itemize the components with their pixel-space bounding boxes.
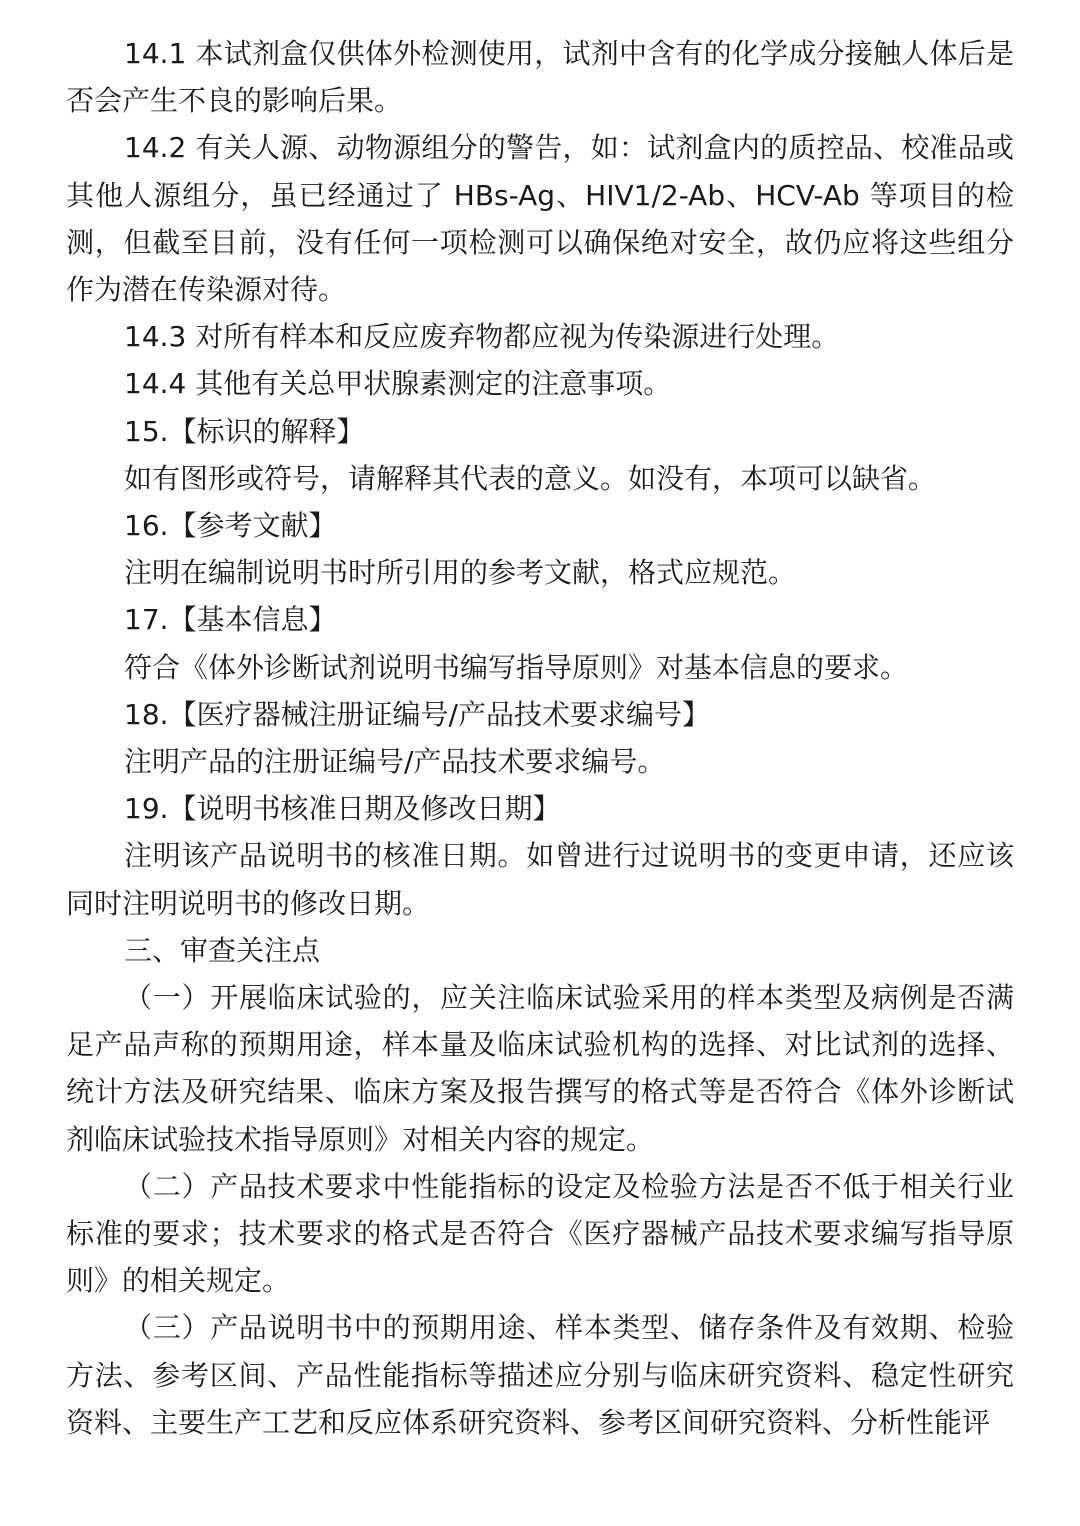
heading-19: 19.【说明书核准日期及修改日期】 xyxy=(124,792,561,826)
heading-15: 15.【标识的解释】 xyxy=(124,414,365,448)
paragraph-15-body: 如有图形或符号，请解释其代表的意义。如没有，本项可以缺省。 xyxy=(124,461,937,495)
paragraph-16-body: 注明在编制说明书时所引用的参考文献，格式应规范。 xyxy=(124,556,797,590)
paragraph-14-4: 14.4 其他有关总甲状腺素测定的注意事项。 xyxy=(124,367,672,401)
paragraph-14-1: 14.1 本试剂盒仅供体外检测使用，试剂中含有的化学成分接触人体后是否会产生不良的影响后果。 xyxy=(66,37,1014,118)
paragraph-review-1: （一）开展临床试验的，应关注临床试验采用的样本类型及病例是否满足产品声称的预期用途，样本量及临床试验机构的选择、对比试剂的选择、统计方法及研究结果、临床方案及报告撰写的格式等是否符合《体外诊断试剂临床试验技术指导原则》对相关内容的规定。 xyxy=(66,981,1014,1156)
heading-16: 16.【参考文献】 xyxy=(124,509,337,543)
heading-18: 18.【医疗器械注册证编号/产品技术要求编号】 xyxy=(124,697,710,731)
document-page xyxy=(66,30,1014,1446)
heading-17: 17.【基本信息】 xyxy=(124,603,337,637)
paragraph-18-body: 注明产品的注册证编号/产品技术要求编号。 xyxy=(124,745,666,779)
paragraph-19-body: 注明该产品说明书的核准日期。如曾进行过说明书的变更申请，还应该同时注明说明书的修改日期。 xyxy=(66,839,1014,920)
paragraph-review-3: （三）产品说明书中的预期用途、样本类型、储存条件及有效期、检验方法、参考区间、产品性能指标等描述应分别与临床研究资料、稳定性研究资料、主要生产工艺和反应体系研究资料、参考区间研究资料、分析性能评 xyxy=(66,1311,1014,1439)
paragraph-14-2: 14.2 有关人源、动物源组分的警告，如：试剂盒内的质控品、校准品或其他人源组分，虽已经通过了 HBs-Ag、HIV1/2-Ab、HCV-Ab 等项目的检测，但截至目前，没有任何一项检测可以确保绝对安全，故仍应将这些组分作为潜在传染源对待。 xyxy=(66,131,1014,307)
paragraph-14-3: 14.3 对所有样本和反应废弃物都应视为传染源进行处理。 xyxy=(124,320,840,354)
section-heading-review-points: 三、审查关注点 xyxy=(124,933,321,967)
paragraph-17-body: 符合《体外诊断试剂说明书编写指导原则》对基本信息的要求。 xyxy=(124,650,909,684)
paragraph-review-2: （二）产品技术要求中性能指标的设定及检验方法是否不低于相关行业标准的要求；技术要求的格式是否符合《医疗器械产品技术要求编写指导原则》的相关规定。 xyxy=(66,1169,1014,1298)
